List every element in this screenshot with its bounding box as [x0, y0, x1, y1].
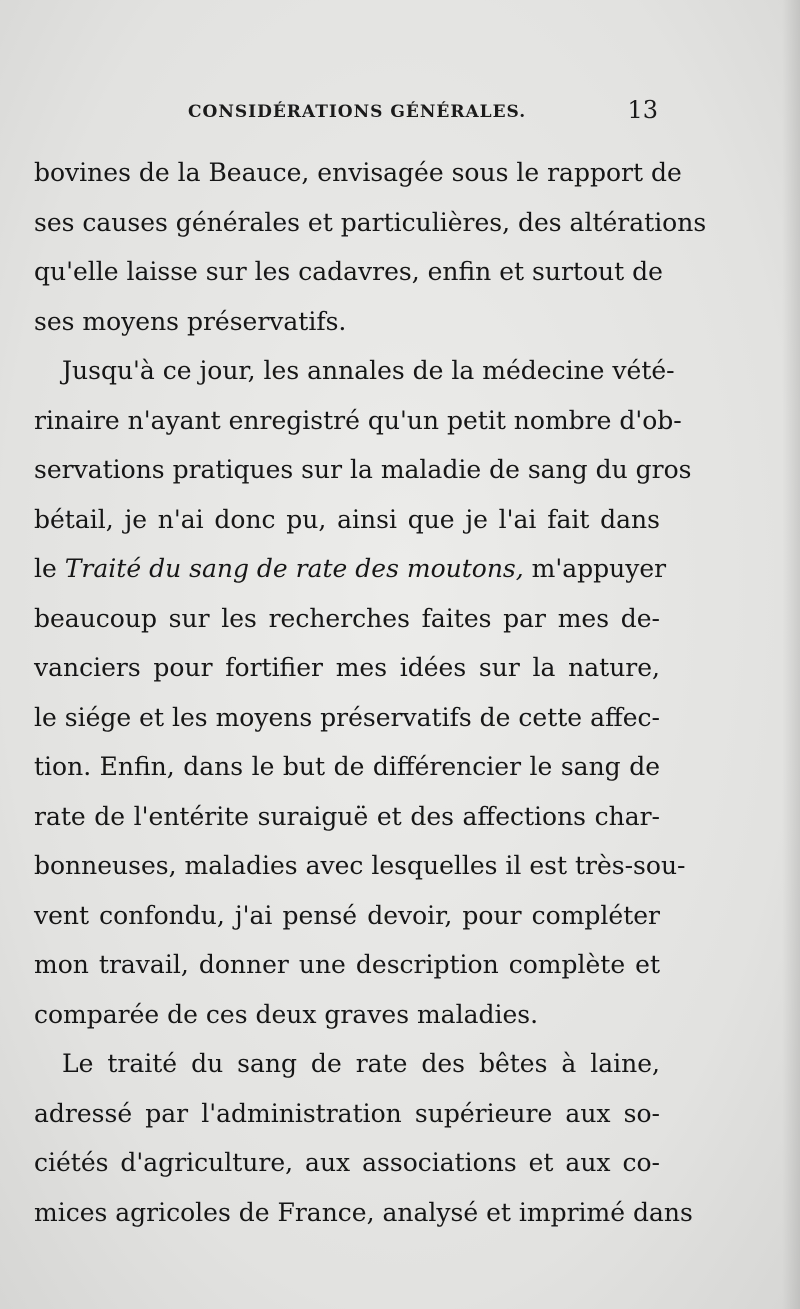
page-header	[188, 96, 658, 132]
text-segment: le	[34, 554, 65, 583]
page-number: 13	[627, 96, 658, 124]
text-line: bétail, je n'ai donc pu, ainsi que je l'ai fait dans	[34, 504, 660, 534]
text-line: rate de l'entérite suraiguë et des affections char-	[34, 801, 660, 831]
text-line: tion. Enfin, dans le but de différencier le sang de	[34, 752, 660, 781]
text-line: adressé par l'administration supérieure aux so-	[34, 1098, 660, 1128]
text-line-with-title	[34, 544, 667, 594]
page-edge-shadow	[782, 0, 800, 1309]
text-line: servations pratiques sur la maladie de sang du gros	[34, 455, 692, 484]
text-line: Jusqu'à ce jour, les annales de la médecine vété-	[62, 356, 675, 385]
text-line: comparée de ces deux graves maladies.	[34, 999, 539, 1029]
text-line: le siége et les moyens préservatifs de cette affec-	[34, 702, 660, 732]
text-line: ciétés d'agriculture, aux associations et aux co-	[34, 1148, 660, 1177]
body-text	[34, 148, 707, 1237]
text-line: vanciers pour fortifier mes idées sur la nature,	[34, 653, 660, 682]
running-head: CONSIDÉRATIONS GÉNÉRALES.	[188, 102, 527, 122]
text-line: mon travail, donner une description complète et	[34, 950, 660, 979]
text-line: rinaire n'ayant enregistré qu'un petit nombre d'ob-	[34, 405, 682, 435]
text-line: vent confondu, j'ai pensé devoir, pour compléter	[34, 900, 660, 930]
text-line: mices agricoles de France, analysé et imprimé dans	[34, 1197, 693, 1227]
text-line: bovines de la Beauce, envisagée sous le rapport de	[34, 158, 682, 187]
text-line: Le traité du sang de rate des bêtes à laine,	[62, 1049, 660, 1078]
text-segment: m'appuyer	[523, 554, 667, 583]
text-line: qu'elle laisse sur les cadavres, enfin et surtout de	[34, 257, 663, 286]
text-line: ses causes générales et particulières, des altérations	[34, 207, 707, 237]
book-title: Traité du sang de rate des moutons,	[64, 554, 524, 583]
text-line: bonneuses, maladies avec lesquelles il est très-sou-	[34, 851, 686, 880]
text-line: ses moyens préservatifs.	[34, 306, 347, 336]
text-line: beaucoup sur les recherches faites par mes de-	[34, 603, 660, 633]
